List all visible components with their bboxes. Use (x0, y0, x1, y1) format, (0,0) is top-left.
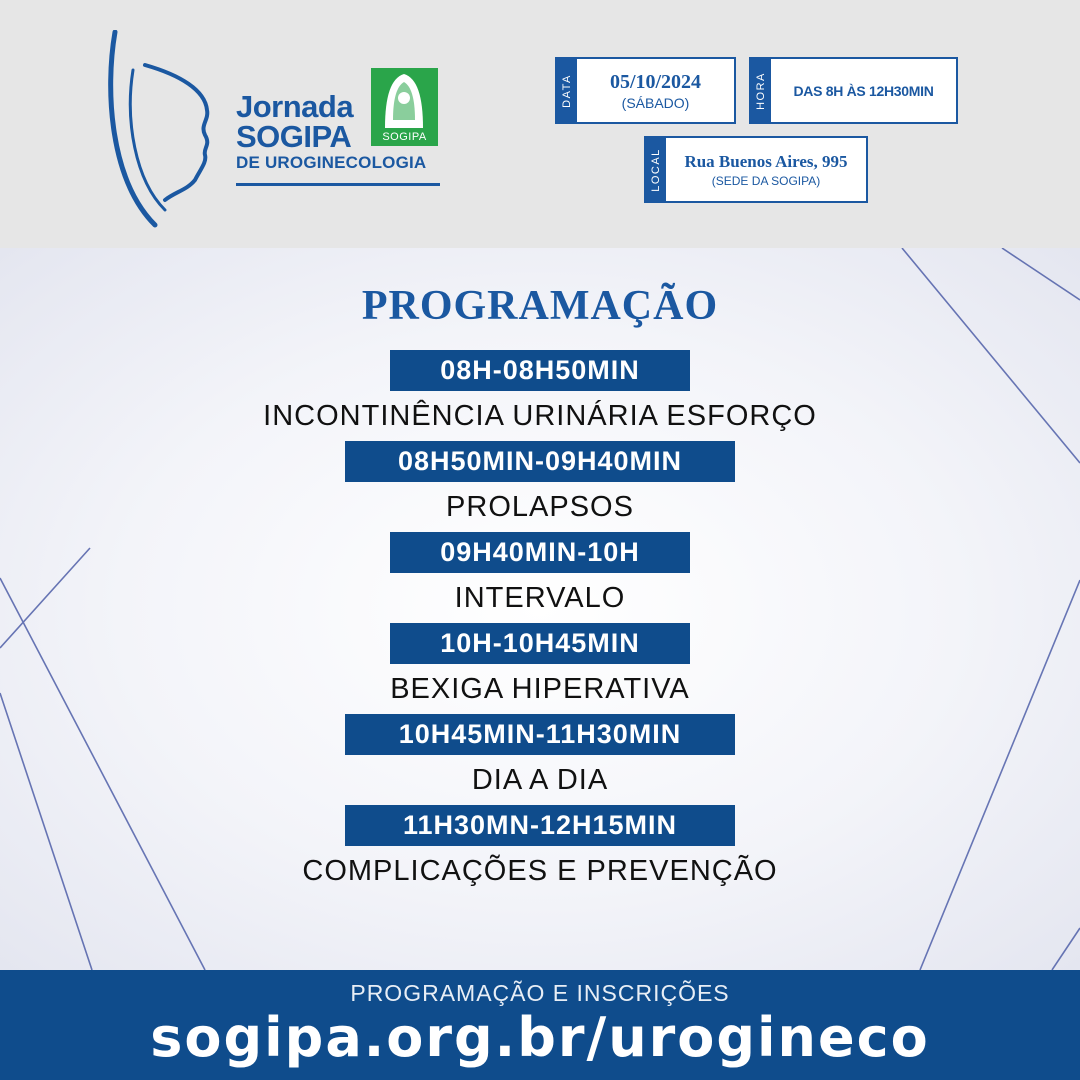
face-profile-icon (105, 30, 225, 230)
slot-topic: PROLAPSOS (446, 491, 634, 523)
program-list (0, 350, 1080, 896)
location-address: Rua Buenos Aires, 995 (684, 151, 848, 171)
footer-url-link[interactable]: sogipa.org.br/urogineco (150, 1006, 930, 1069)
date-weekday: (SÁBADO) (621, 94, 690, 111)
date-value: 05/10/2024 (609, 70, 702, 93)
logo-line-urogineco: DE UROGINECOLOGIA (236, 153, 427, 172)
date-tab-label: DATA (561, 73, 573, 108)
seal-label: SOGIPA (382, 131, 427, 143)
slot-topic: DIA A DIA (471, 764, 609, 796)
slot-time: 08H50MIN-09H40MIN (345, 441, 735, 482)
program-slot (0, 623, 1080, 714)
time-tab-label: HORA (755, 71, 767, 110)
program-title: PROGRAMAÇÃO (361, 283, 719, 329)
slot-time: 09H40MIN-10H (390, 532, 690, 573)
location-tab (646, 138, 666, 201)
date-box (555, 57, 736, 124)
location-tab-label: LOCAL (650, 147, 662, 192)
footer-caption: PROGRAMAÇÃO E INSCRIÇÕES (350, 980, 730, 1006)
program-slot (0, 350, 1080, 441)
program-slot (0, 441, 1080, 532)
time-tab (751, 59, 771, 122)
slot-time: 08H-08H50MIN (390, 350, 690, 391)
location-note: (SEDE DA SOGIPA) (711, 173, 821, 188)
program-slot (0, 714, 1080, 805)
location-box (644, 136, 868, 203)
slot-time: 10H-10H45MIN (390, 623, 690, 664)
logo-underline (236, 183, 440, 186)
slot-time: 10H45MIN-11H30MIN (345, 714, 735, 755)
slot-topic: INTERVALO (454, 582, 626, 614)
logo-line-sogipa: SOGIPA (236, 119, 352, 154)
slot-topic: COMPLICAÇÕES E PREVENÇÃO (302, 855, 778, 887)
program-slot (0, 532, 1080, 623)
slot-topic: INCONTINÊNCIA URINÁRIA ESFORÇO (263, 400, 817, 432)
slot-time: 11H30MN-12H15MIN (345, 805, 735, 846)
date-tab (557, 59, 577, 122)
slot-topic: BEXIGA HIPERATIVA (390, 673, 690, 705)
logo-line-jornada: Jornada (236, 89, 354, 124)
time-value: DAS 8H ÀS 12H30MIN (793, 82, 934, 99)
sogipa-seal (371, 68, 438, 146)
time-box (749, 57, 958, 124)
program-slot (0, 805, 1080, 896)
